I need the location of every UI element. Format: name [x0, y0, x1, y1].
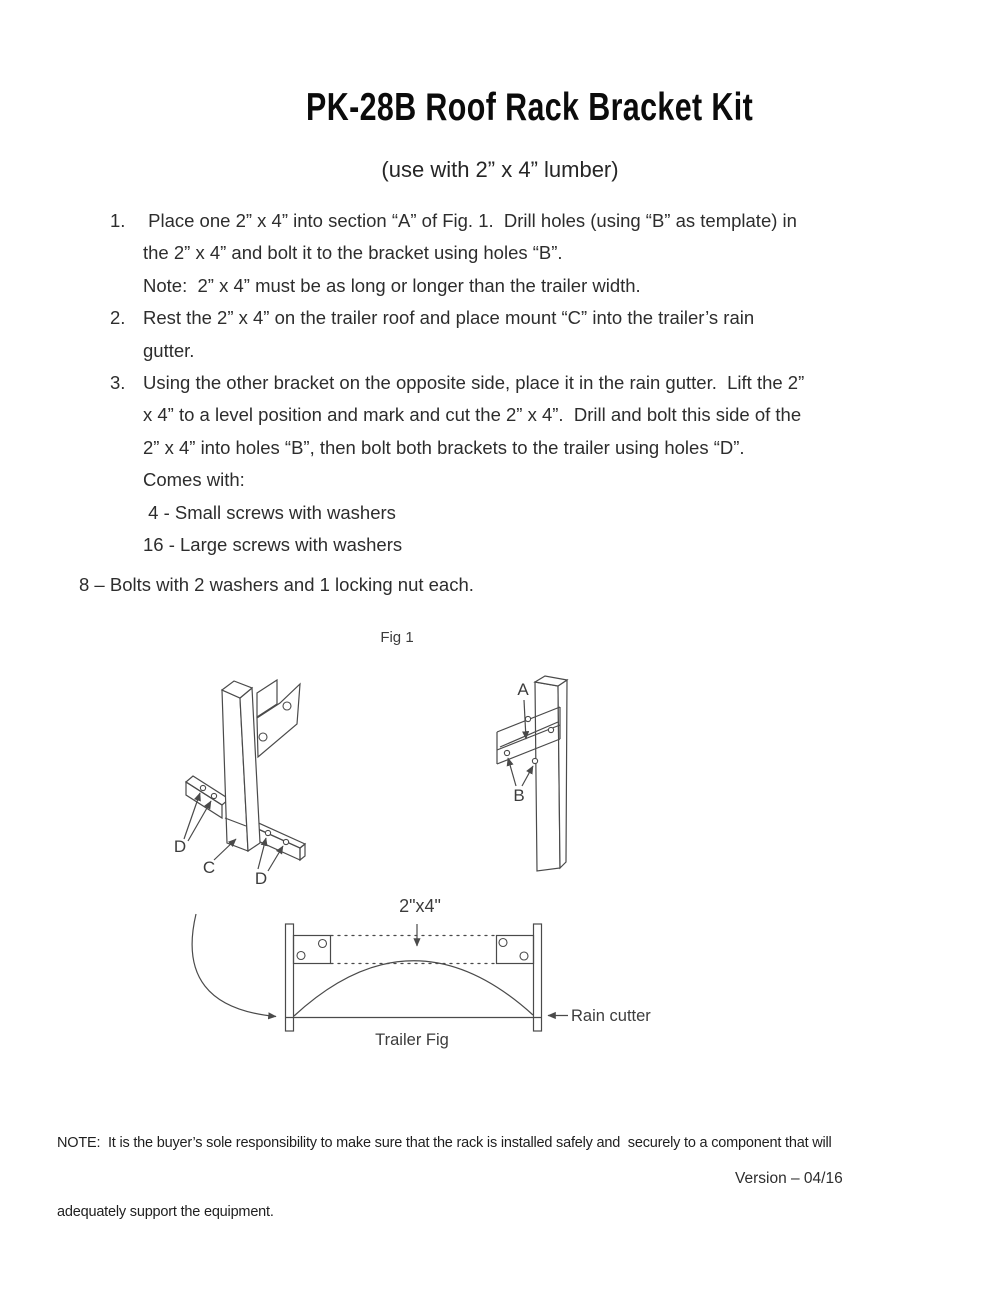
hole-d	[265, 830, 270, 835]
label-c: C	[202, 858, 216, 877]
item-line: x 4” to a level position and mark and cut the 2” x 4”. Drill and bolt this side of the	[143, 404, 802, 426]
curved-pointer-arrow	[192, 914, 276, 1017]
label-d-right: D	[254, 869, 268, 888]
arrow-d-right	[268, 846, 283, 871]
comes-with-item: 4 - Small screws with washers	[143, 501, 396, 523]
document-title-wrap	[30, 86, 1000, 130]
hole-d	[200, 785, 205, 790]
item-line: gutter.	[143, 339, 195, 361]
trailer-cross-section-drawing	[192, 896, 651, 1049]
hole-b	[504, 750, 509, 755]
trailer-roof-arc	[294, 961, 533, 1016]
rain-gutter-label: Rain cutter	[571, 1007, 651, 1025]
bracket-hole	[520, 952, 528, 960]
instruction-item-3	[110, 367, 940, 561]
figure-caption: Fig 1	[380, 629, 414, 646]
item-lines	[143, 205, 797, 302]
left-bar-top	[186, 776, 229, 805]
instruction-item-1	[110, 205, 940, 302]
item-line: Using the other bracket on the opposite side, place it in the rain gutter. Lift the 2”	[143, 372, 805, 394]
bracket-hole	[499, 939, 507, 947]
lumber-label: 2"x4"	[399, 896, 441, 916]
post-front	[535, 682, 560, 871]
label-b: B	[513, 786, 525, 805]
trailer-right-post	[534, 924, 542, 1031]
item-note-line: Note: 2” x 4” must be as long or longer than the trailer width.	[143, 274, 641, 296]
comes-with-item: 16 - Large screws with washers	[143, 534, 403, 556]
item-lines	[143, 367, 804, 561]
bracket-channel-view-drawing	[497, 676, 567, 871]
document-title: PK-28B Roof Rack Bracket Kit	[306, 86, 754, 129]
note-line-1: NOTE: It is the buyer’s sole responsibility to make sure that the rack is installed safely and securely to a component that will	[57, 1135, 832, 1151]
item-number: 3.	[110, 372, 126, 394]
label-d-left: D	[173, 837, 187, 856]
post-side	[558, 680, 567, 868]
item-number: 2.	[110, 307, 126, 329]
trailer-left-post	[286, 924, 294, 1031]
hole-b	[532, 758, 537, 763]
footer-note	[57, 1086, 832, 1270]
arrow-b	[522, 766, 533, 786]
item-line: Rest the 2” x 4” on the trailer roof and place mount “C” into the trailer’s rain	[143, 307, 755, 329]
document-subtitle: (use with 2” x 4” lumber)	[381, 157, 619, 182]
arrow-b	[508, 758, 516, 786]
hole-b	[525, 716, 530, 721]
arrow-c	[214, 839, 236, 860]
hole-d	[283, 839, 288, 844]
arrow-d-left	[184, 793, 200, 839]
version-label: Version – 04/16	[735, 1170, 843, 1187]
figure-1	[0, 615, 1000, 1075]
instruction-list	[110, 205, 940, 561]
bolts-line: 8 – Bolts with 2 washers and 1 locking nut each.	[79, 574, 474, 595]
trailer-fig-label: Trailer Fig	[375, 1031, 449, 1049]
comes-with-label: Comes with:	[143, 469, 245, 491]
plate-hole	[283, 702, 291, 710]
bracket-hole	[297, 952, 305, 960]
hole-b	[548, 727, 553, 732]
item-lines	[143, 302, 754, 367]
right-bar-end	[300, 844, 305, 860]
arrow-d-left	[188, 801, 211, 841]
bracket-hole	[319, 940, 327, 948]
item-line: the 2” x 4” and bolt it to the bracket using holes “B”.	[143, 242, 563, 264]
plate-hole	[259, 733, 267, 741]
note-line-2: adequately support the equipment.	[57, 1204, 274, 1220]
label-a: A	[517, 680, 529, 699]
item-number: 1.	[110, 210, 126, 231]
instruction-item-2	[110, 302, 940, 367]
hole-d	[211, 793, 216, 798]
bracket-side-view-drawing	[174, 680, 305, 888]
item-line: 2” x 4” into holes “B”, then bolt both brackets to the trailer using holes “D”.	[143, 436, 745, 458]
item-line: Place one 2” x 4” into section “A” of Fig. 1. Drill holes (using “B” as template) in	[143, 210, 797, 231]
